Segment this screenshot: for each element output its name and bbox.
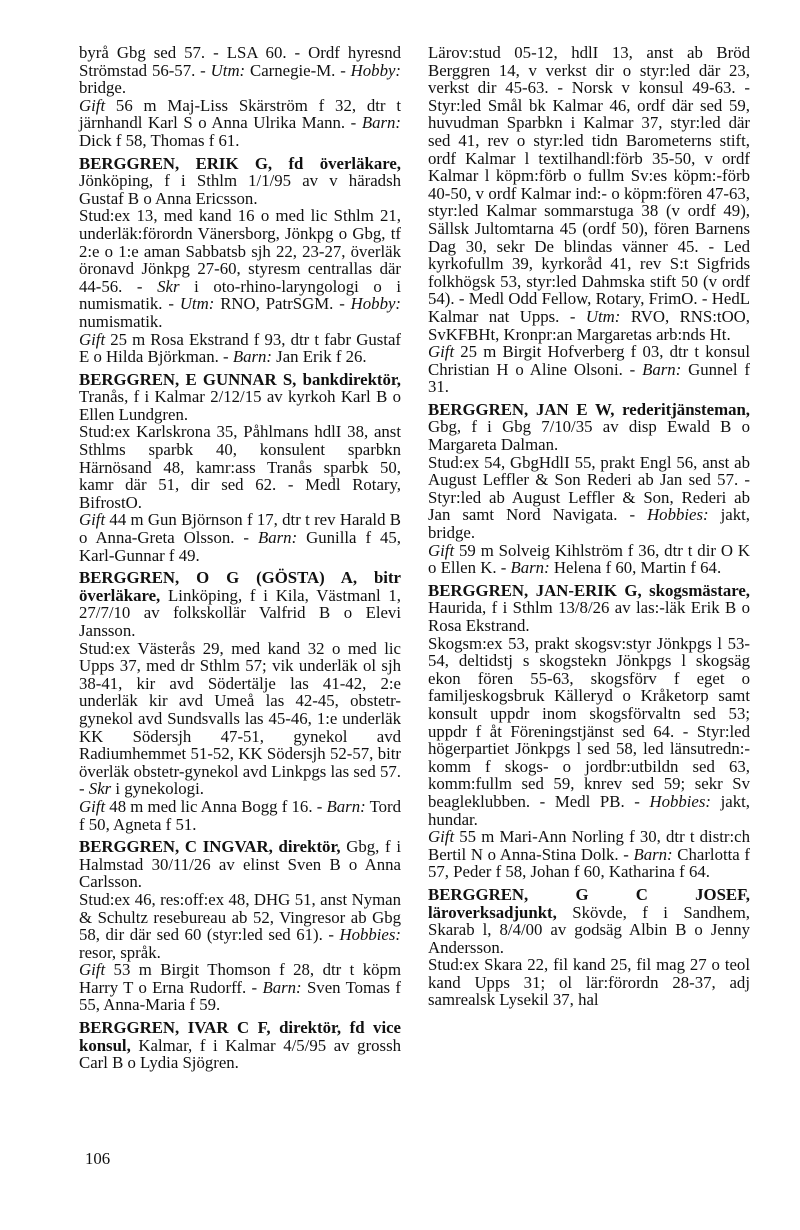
entry-text: Stud:ex Karlskrona 35, Påhlmans hdlI 38, anst Sthlms sparbk 40, konsulent sparbkn Härnösand 48, kamr:ass Tranås sparbk 50, kamr där 51, dir sed 62. - Medl Rotary, BifrostO. [79, 422, 401, 512]
entry-text: RNO, PatrSGM. - [214, 294, 351, 314]
field-label: Barn: [642, 359, 682, 379]
entry-text: 48 m med lic Anna Bogg f 16. - [105, 796, 327, 816]
entry-text: Tranås, f i Kalmar 2/12/15 av kyrkoh Karl B o Ellen Lundgren. [79, 387, 401, 424]
field-label: Barn: [510, 558, 550, 578]
field-label: Barn: [258, 528, 298, 548]
entry-paragraph [428, 343, 750, 396]
field-label: Gift [79, 796, 106, 816]
entry-heading [428, 401, 750, 454]
entry-paragraph [79, 331, 401, 366]
left-column [79, 44, 401, 1077]
entry-text: Sven Tomas f 55, Anna-Maria f 59. [79, 977, 401, 1015]
entry-paragraph [79, 423, 401, 511]
field-label: Gift [79, 510, 106, 530]
entry-text: 53 m Birgit Thomson f 28, dtr t köpm Harry T o Erna Rudorff. - [79, 960, 401, 997]
entry-text: Skogsm:ex 53, prakt skogsv:styr Jönkpgs l 53-54, deltidstj s skogstekn Jönkpgs l skogsäg ekon fören 55-63, skogsförv f eget o familjeskogsbruk Källeryd o Kråketorp samt konsult uppdr inom skogsförvaltn sed 53; uppdr f åt Föreningstjänst sed 64. - Styr:led högerpartiet Jönkpgs l sed 58, led länsutredn:-komm f skogs- o jordbr:utbildn sed 63, komm:fullm sed 59, knrev sed 59; sekr Sv beagleklubben. - Medl PB. - [428, 633, 750, 811]
entry-heading [428, 582, 750, 635]
entry-text: Stud:ex 13, med kand 16 o med lic Sthlm 21, underläk:förordn Vänersborg, Jönkpg o Gbg, tf 2:e o 1:e aman Sabbatsb sjh 22, 23-27, överläk öronavd Jönkpg 27-60, styresm centrallas där 44-56. - [79, 206, 401, 296]
entry-paragraph [79, 207, 401, 330]
entry-text: 59 m Solveig Kihlström f 36, dtr t dir O K o Ellen K. - [428, 540, 750, 578]
person-name: BERGGREN, ERIK G, fd överläkare, [79, 153, 401, 173]
entry-paragraph [79, 798, 401, 833]
entry-text: Helena f 60, Martin f 64. [549, 558, 722, 578]
entry-text: resor, språk. [79, 942, 161, 962]
field-label: Gift [428, 540, 455, 560]
entry-heading [79, 1019, 401, 1072]
entry-text: RVO, RNS:tOO, SvKFBHt, Kronpr:an Margaretas arb:nds Ht. [428, 306, 750, 344]
directory-entry [428, 401, 750, 577]
field-label: Utm: [179, 294, 215, 314]
field-label: Barn: [232, 347, 272, 367]
directory-entry [428, 582, 750, 881]
field-label: Hobbies: [649, 791, 711, 811]
entry-paragraph [428, 956, 750, 1009]
directory-entry [79, 1019, 401, 1072]
field-label: Gift [79, 329, 106, 349]
entry-heading [428, 886, 750, 956]
directory-entry [79, 838, 401, 1014]
entry-text: Lärov:stud 05-12, hdlI 13, anst ab Bröd Berggren 14, v verkst dir o styr:led där 23, verkst dir 45-63. - Norsk v konsul 49-63. - Styr:led Smål bk Kalmar 46, ordf där sed 59, huvudman Sparbkn i Kalmar 37, styr:led där sed 41, rev o styr:led tidn Barometerns stift, ordf Kalmar l textilhandl:förb 35-50, v ordf Kalmar l köpm:förb o fullm Sv:es köpm:-förb 40-50, v ordf Kalmar ind:- o köpm:fören 47-63, styr:led Kalmar sommarstuga 38 (v ordf 49), Sällsk Jultomtarna 45 (ordf 50), fören Barnens Dag 30, sekr De blindas vänner 45. - Led kyrkofullm 39, kyrkoråd 41, rev S:t Sigfrids folkhögsk 53, styr:led Dahmska stift 50 (v ordf 54). - Medl Odd Fellow, Rotary, FrimO. - HedL Kalmar nat Upps. - [428, 43, 750, 326]
person-name: BERGGREN, JAN-ERIK G, skogsmästare, [428, 580, 750, 600]
entry-heading [79, 155, 401, 208]
field-label: Barn: [326, 796, 366, 816]
field-label: Hobbies: [647, 505, 709, 525]
entry-text: Linköping, f i Kila, Västmanl 1, 27/7/10 av folkskollär Valfrid B o Elevi Jansson. [79, 585, 401, 640]
directory-entry [79, 371, 401, 565]
person-name: BERGGREN, E GUNNAR S, bankdirektör, [79, 369, 401, 389]
entry-text: i oto-rhino-laryngologi o i numismatik. - [79, 276, 401, 314]
entry-text: i gynekologi. [111, 779, 204, 799]
entry-paragraph [79, 44, 401, 97]
field-label: Hobby: [350, 60, 401, 80]
entry-text: 25 m Birgit Hofverberg f 03, dtr t konsul Christian H o Aline Olsoni. - [428, 342, 750, 379]
entry-text: Jan Erik f 26. [271, 347, 367, 367]
field-label: Utm: [585, 306, 621, 326]
entry-paragraph [428, 454, 750, 542]
entry-text: Kalmar, f i Kalmar 4/5/95 av grossh Carl B o Lydia Sjögren. [79, 1035, 401, 1073]
entry-text: Gbg, f i Halmstad 30/11/26 av elinst Sven B o Anna Carlsson. [79, 837, 401, 892]
person-name: BERGGREN, G C JOSEF, läroverksadjunkt, [428, 884, 750, 922]
field-label: Barn: [361, 113, 401, 133]
entry-text: jakt, bridge. [428, 505, 750, 543]
entry-text: Haurida, f i Sthlm 13/8/26 av las:-läk Erik B o Rosa Ekstrand. [428, 598, 750, 635]
entry-heading [79, 838, 401, 891]
entry-text: Stud:ex Skara 22, fil kand 25, fil mag 27 o teol kand Upps 31; ol lär:förordn 28-37, adj samrealsk Lysekil 37, hal [428, 955, 750, 1010]
page-number: 106 [85, 1149, 111, 1168]
directory-entry [79, 44, 401, 150]
field-label: Gift [428, 342, 455, 362]
directory-entry [428, 44, 750, 396]
entry-text: Tord f 50, Agneta f 51. [79, 796, 402, 834]
entry-text: 56 m Maj-Liss Skärström f 32, dtr t järnhandl Karl S o Anna Ulrika Mann. - [79, 95, 401, 133]
entry-text: Stud:ex 54, GbgHdlI 55, prakt Engl 56, anst ab August Leffler & Son Rederi ab Jan sed 57. - Styr:led ab August Leffler & Son, Rederi ab Jan samt Nord Navigata. - [428, 452, 750, 525]
entry-text: Dick f 58, Thomas f 61. [79, 130, 240, 150]
entry-text: 44 m Gun Björnson f 17, dtr t rev Harald B o Anna-Greta Olsson. - [79, 510, 401, 548]
entry-text: jakt, hundar. [428, 791, 750, 829]
directory-entry [428, 886, 750, 1009]
entry-text: Skövde, f i Sandhem, Skarab l, 8/4/00 av godsäg Albin B o Jenny Andersson. [428, 902, 750, 957]
field-label: Gift [79, 95, 106, 115]
field-label: Utm: [210, 60, 246, 80]
person-name: BERGGREN, JAN E W, rederitjänsteman, [428, 399, 750, 419]
directory-entry [79, 569, 401, 833]
entry-text: 55 m Mari-Ann Norling f 30, dtr t distr:ch Bertil N o Anna-Stina Dolk. - [428, 827, 750, 864]
field-label: Gift [79, 960, 106, 980]
entry-paragraph [79, 511, 401, 564]
entry-paragraph [79, 891, 401, 961]
field-label: Gift [428, 827, 455, 847]
entry-text: Gunnel f 31. [428, 359, 750, 397]
entry-text: numismatik. [79, 311, 163, 331]
field-label: Barn: [633, 844, 673, 864]
entry-text: Stud:ex 46, res:off:ex 48, DHG 51, anst Nyman & Schultz resebureau ab 52, Vingresor ab Gbg 58, dir där sed 60 (styr:led sed 61). - [79, 889, 401, 945]
entry-text: Gbg, f i Gbg 7/10/35 av disp Ewald B o Margareta Dalman. [428, 417, 750, 455]
entry-paragraph [428, 542, 750, 577]
entry-paragraph [79, 97, 401, 150]
entry-paragraph [428, 44, 750, 343]
field-label: Hobbies: [339, 925, 401, 945]
entry-text: Charlotta f 57, Peder f 58, Johan f 60, Katharina f 64. [428, 844, 750, 882]
entry-paragraph [79, 640, 401, 798]
field-label: Hobby: [350, 294, 401, 314]
entry-paragraph [79, 961, 401, 1014]
person-name: BERGGREN, O G (GÖSTA) A, bitr överläkare, [79, 568, 401, 605]
entry-text: 25 m Rosa Ekstrand f 93, dtr t fabr Gustaf E o Hilda Björkman. - [79, 329, 401, 367]
field-label: Skr [88, 779, 112, 799]
entry-text: bridge. [79, 78, 127, 98]
entry-text: Gunilla f 45, Karl-Gunnar f 49. [79, 528, 401, 565]
entry-text: Stud:ex Västerås 29, med kand 32 o med lic Upps 37, med dr Sthlm 57; vik underläk ol sjh 38-41, kir avd Södertälje las 41-42, 2:e underläk kir avd Umeå las 42-45, obstetr-gynekol avd Sundsvalls las 45-46, 1:e underläk KK Södersjh 47-51, gynekol avd Radiumhemmet 51-52, KK Södersjh 52-57, bitr överläk obstetr-gynekol avd Linkpgs las sed 57. - [79, 638, 401, 799]
entry-text: byrå Gbg sed 57. - LSA 60. - Ordf hyresnd Strömstad 56-57. - [79, 43, 401, 80]
field-label: Skr [157, 276, 180, 296]
entry-paragraph [428, 635, 750, 829]
entry-heading [79, 569, 401, 639]
directory-entry [79, 155, 401, 366]
person-name: BERGGREN, IVAR C F, direktör, fd vice konsul, [79, 1018, 401, 1055]
person-name: BERGGREN, C INGVAR, direktör, [79, 837, 341, 857]
entry-text: Carnegie-M. - [245, 60, 351, 80]
entry-text: Jönköping, f i Sthlm 1/1/95 av v häradsh Gustaf B o Anna Ericsson. [79, 171, 401, 208]
field-label: Barn: [262, 977, 302, 997]
entry-heading [79, 371, 401, 424]
right-column [428, 44, 750, 1014]
entry-paragraph [428, 828, 750, 881]
